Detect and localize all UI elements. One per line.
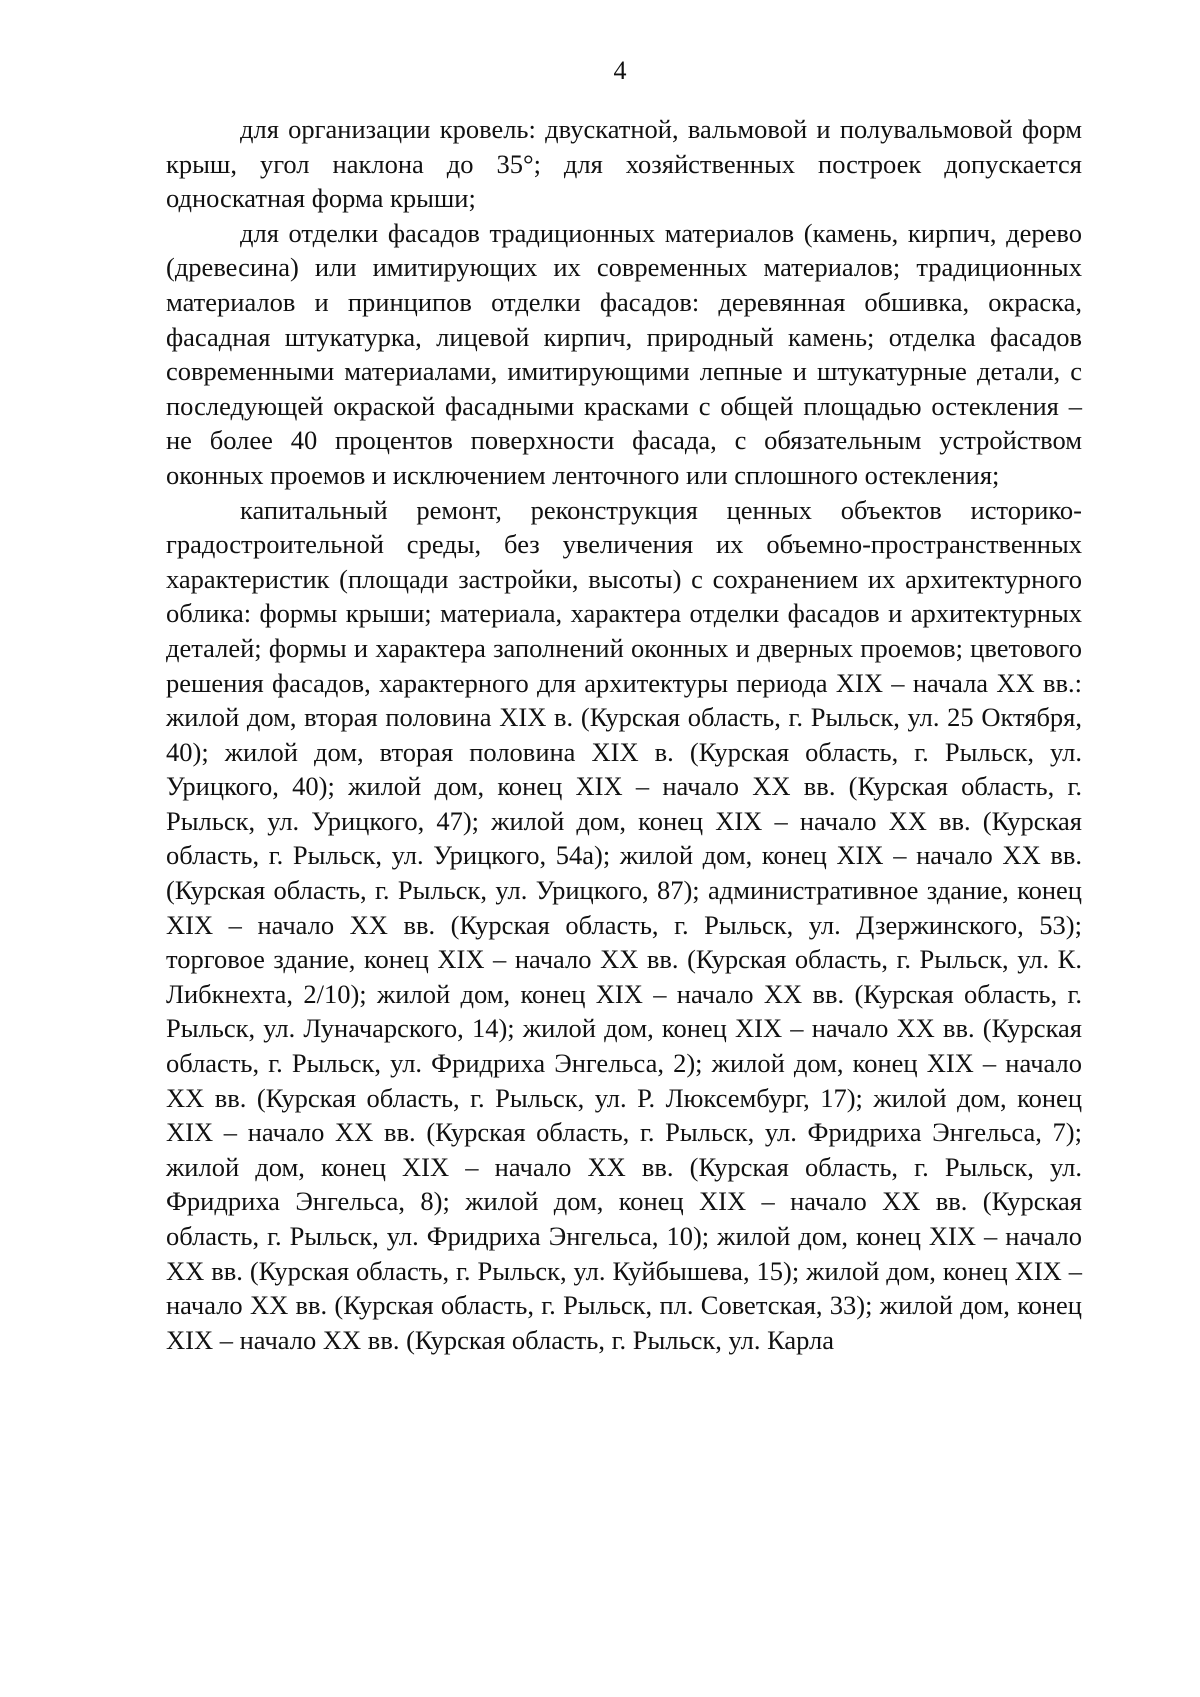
paragraph-capital-repair: капитальный ремонт, реконструкция ценных объектов историко-градостроительной среды, без увеличения их объемно-пространственных характеристик (площади застройки, высоты) с сохранением их архитектурного облика: формы крыши; материала, характера отделки фасадов и архитектурных деталей; формы и характера заполнений оконных и дверных проемов; цветового решения фасадов, характерного для архитектуры периода XIX – начала XX вв.: жилой дом, вторая половина XIX в. (Курская область, г. Рыльск, ул. 25 Октября, 40); жилой дом, вторая половина XIX в. (Курская область, г. Рыльск, ул. Урицкого, 40); жилой дом, конец XIX – начало XX вв. (Курская область, г. Рыльск, ул. Урицкого, 47); жилой дом, конец XIX – начало XX вв. (Курская область, г. Рыльск, ул. Урицкого, 54а); жилой дом, конец XIX – начало XX вв. (Курская область, г. Рыльск, ул. Урицкого, 87); административное здание, конец XIX – начало XX вв. (Курская область, г. Рыльск, ул. Дзержинского, 53); торговое здание, конец XIX – начало XX вв. (Курская область, г. Рыльск, ул. К. Либкнехта, 2/10); жилой дом, конец XIX – начало XX вв. (Курская область, г. Рыльск, ул. Луначарского, 14); жилой дом, конец XIX – начало XX вв. (Курская область, г. Рыльск, ул. Фридриха Энгельса, 2); жилой дом, конец XIX – начало XX вв. (Курская область, г. Рыльск, ул. Р. Люксембург, 17); жилой дом, конец XIX – начало XX вв. (Курская область, г. Рыльск, ул. Фридриха Энгельса, 7); жилой дом, конец XIX – начало XX вв. (Курская область, г. Рыльск, ул. Фридриха Энгельса, 8); жилой дом, конец XIX – начало XX вв. (Курская область, г. Рыльск, ул. Фридриха Энгельса, 10); жилой дом, конец XIX – начало XX вв. (Курская область, г. Рыльск, ул. Куйбышева, 15); жилой дом, конец XIX – начало XX вв. (Курская область, г. Рыльск, пл. Советская, 33); жилой дом, конец XIX – начало XX вв. (Курская область, г. Рыльск, ул. Карла [166,494,1082,1355]
document-body [166,112,1082,1357]
page-number: 4 [613,56,627,85]
paragraph-facade-finishing: для отделки фасадов традиционных материалов (камень, кирпич, дерево (древесина) или имитирующих их современных материалов; традиционных материалов и принципов отделки фасадов: деревянная обшивка, окраска, фасадная штукатурка, лицевой кирпич, природный камень; отделка фасадов современными материалами, имитирующими лепные и штукатурные детали, с последующей окраской фасадными красками с общей площадью остекления – не более 40 процентов поверхности фасада, с обязательным устройством оконных проемов и исключением ленточного или сплошного остекления; [166,217,1082,490]
paragraph-roofing: для организации кровель: двускатной, вальмовой и полувальмовой форм крыш, угол наклона до 35°; для хозяйственных построек допускается односкатная форма крыши; [166,114,1082,214]
